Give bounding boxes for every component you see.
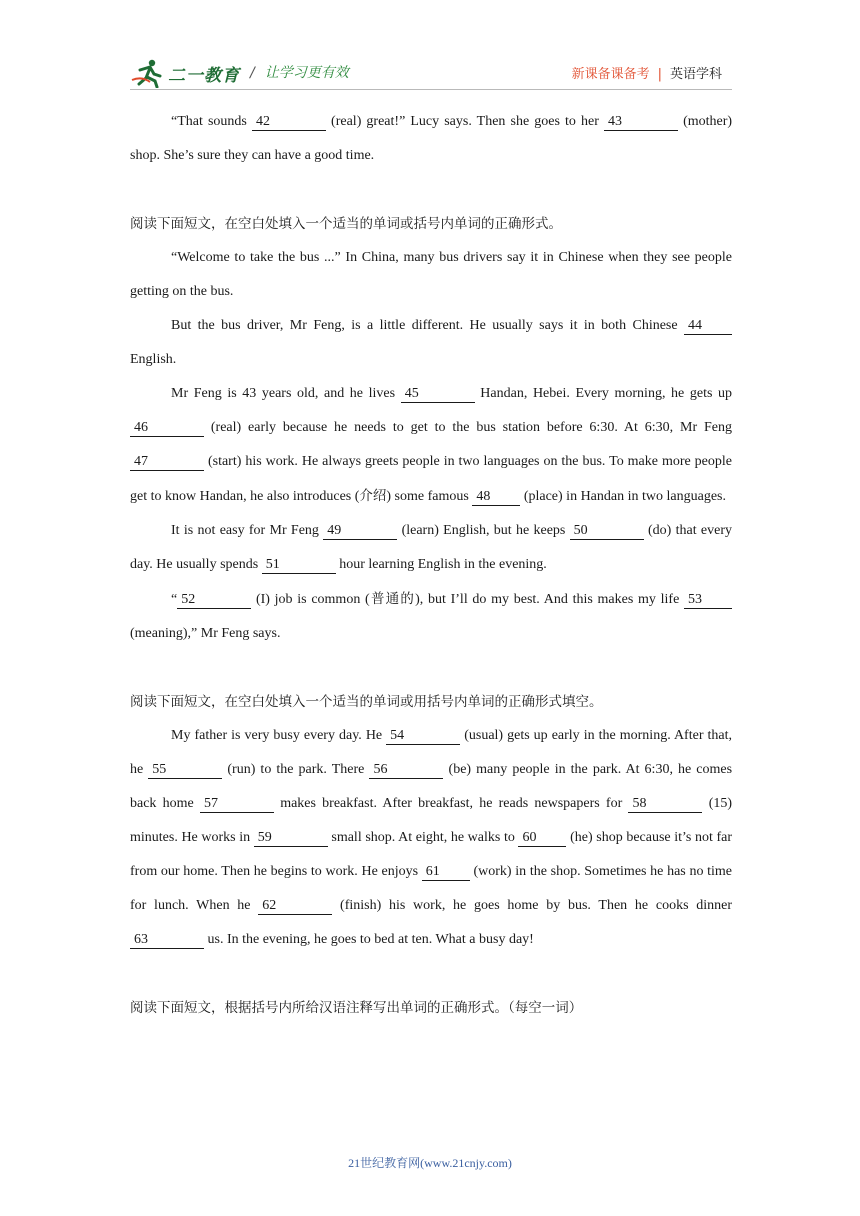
section-instruction: 阅读下面短文，根据括号内所给汉语注释写出单词的正确形式。（每空一词） — [130, 1000, 583, 1016]
header-course: 新课备课备考 — [571, 67, 650, 82]
blank-48: 48 — [472, 489, 520, 506]
blank-50: 50 — [570, 523, 644, 540]
blank-58: 58 — [628, 796, 702, 813]
blank-53: 53 — [684, 592, 732, 609]
logo — [130, 56, 240, 90]
paragraph: Mr Feng is 43 years old, and he lives 45 Handan, Hebei. Every morning, he gets up 46 (real) early because he needs to get to the bus station before 6:30. At 6:30, Mr Feng 47 (start) his work. He always greets people in two languages on the bus. To make more people get to know Handan, he also introduces (介绍) some famous 48 (place) in Handan in two languages. — [130, 386, 733, 504]
blank-63: 63 — [130, 932, 204, 949]
section-instruction: 阅读下面短文，在空白处填入一个适当的单词或括号内单词的正确形式。 — [130, 216, 562, 232]
blank-46: 46 — [130, 420, 204, 437]
document-body — [130, 105, 732, 1025]
paragraph: “That sounds 42 (real) great!” Lucy says. Then she goes to her 43 (mother) shop. She’s sure they can have a good time. — [130, 114, 733, 163]
blank-45: 45 — [401, 386, 475, 403]
slogan-text: 让学习更有效 — [264, 65, 349, 81]
blank-55: 55 — [148, 762, 222, 779]
header-divider — [130, 89, 732, 90]
blank-49: 49 — [323, 523, 397, 540]
blank-42: 42 — [252, 114, 326, 131]
blank-57: 57 — [200, 796, 274, 813]
blank-44: 44 — [684, 318, 732, 335]
blank-56: 56 — [369, 762, 443, 779]
page-footer: 21世纪教育网(www.21cnjy.com) — [348, 1156, 512, 1170]
blank-47: 47 — [130, 454, 204, 471]
header-subject: 新课备课备考 | 英语学科 — [571, 67, 722, 82]
blank-60: 60 — [518, 830, 566, 847]
paragraph: “ 52 (I) job is common (普通的), but I’ll do my best. And this makes my life 53 (meaning),” Mr Feng says. — [130, 582, 732, 651]
blank-51: 51 — [262, 557, 336, 574]
runner-logo-icon — [130, 58, 164, 88]
blank-61: 61 — [422, 864, 470, 881]
section-instruction: 阅读下面短文，在空白处填入一个适当的单词或用括号内单词的正确形式填空。 — [130, 694, 603, 710]
header-subject-name: 英语学科 — [669, 67, 722, 82]
paragraph: It is not easy for Mr Feng 49 (learn) English, but he keeps 50 (do) that every day. He usually spends 51 hour learning English in the evening. — [130, 523, 733, 572]
slogan: / 让学习更有效 — [250, 65, 349, 81]
page-header — [130, 56, 732, 90]
logo-text: 二一教育 — [168, 65, 240, 86]
paragraph: But the bus driver, Mr Feng, is a little different. He usually says it in both Chinese 44 English. — [130, 309, 732, 377]
paragraph: My father is very busy every day. He 54 (usual) gets up early in the morning. After that, he 55 (run) to the park. There 56 (be) many people in the park. At 6:30, he comes back home 57 makes breakfast. After breakfast, he reads newspapers for 58 (15) minutes. He works in 59 small shop. At eight, he walks to 60 (he) shop because it’s not far from our home. Then he begins to work. He enjoys 61 (work) in the shop. Sometimes he has no time for lunch. When he 62 (finish) his work, he goes home by bus. Then he cooks dinner 63 us. In the evening, he goes to bed at ten. What a busy day! — [130, 728, 733, 947]
blank-43: 43 — [604, 114, 678, 131]
blank-52: 52 — [177, 592, 251, 609]
blank-59: 59 — [254, 830, 328, 847]
paragraph: “Welcome to take the bus ...” In China, many bus drivers say it in Chinese when they see people getting on the bus. — [130, 250, 732, 299]
blank-62: 62 — [258, 898, 332, 915]
blank-54: 54 — [386, 728, 460, 745]
